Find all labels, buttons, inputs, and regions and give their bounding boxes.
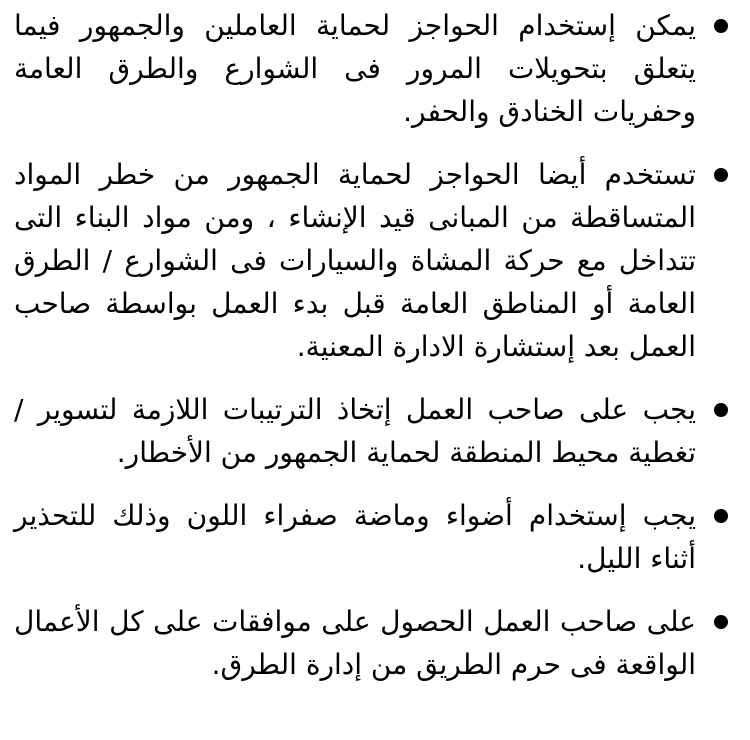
bullet-icon [714,168,728,182]
list-item-text: تستخدم أيضا الحواجز لحماية الجمهور من خطر المواد المتساقطة من المبانى قيد الإنشاء ، ومن مواد البناء التى تتداخل مع حركة المشاة والسيارات فى الشوارع / الطرق العامة أو المناطق العامة قبل بدء العمل بواسطة صاحب العمل بعد إستشارة الادارة المعنية. [14,158,696,363]
list-item [14,4,730,133]
list-item-text: على صاحب العمل الحصول على موافقات على كل الأعمال الواقعة فى حرم الطريق من إدارة الطرق. [14,605,696,681]
list-item-text: يمكن إستخدام الحواجز لحماية العاملين والجمهور فيما يتعلق بتحويلات المرور فى الشوارع والطرق العامة وحفريات الخنادق والحفر. [14,9,696,128]
list-item [14,153,730,368]
bullet-list [14,4,730,686]
list-item [14,600,730,686]
bullet-icon [714,403,728,417]
bullet-icon [714,615,728,629]
list-item-text: يجب على صاحب العمل إتخاذ الترتيبات اللازمة لتسوير / تغطية محيط المنطقة لحماية الجمهور من الأخطار. [14,393,696,469]
bullet-icon [714,509,728,523]
list-item [14,388,730,474]
bullet-icon [714,19,728,33]
list-item [14,494,730,580]
list-item-text: يجب إستخدام أضواء وماضة صفراء اللون وذلك للتحذير أثناء الليل. [14,499,696,575]
